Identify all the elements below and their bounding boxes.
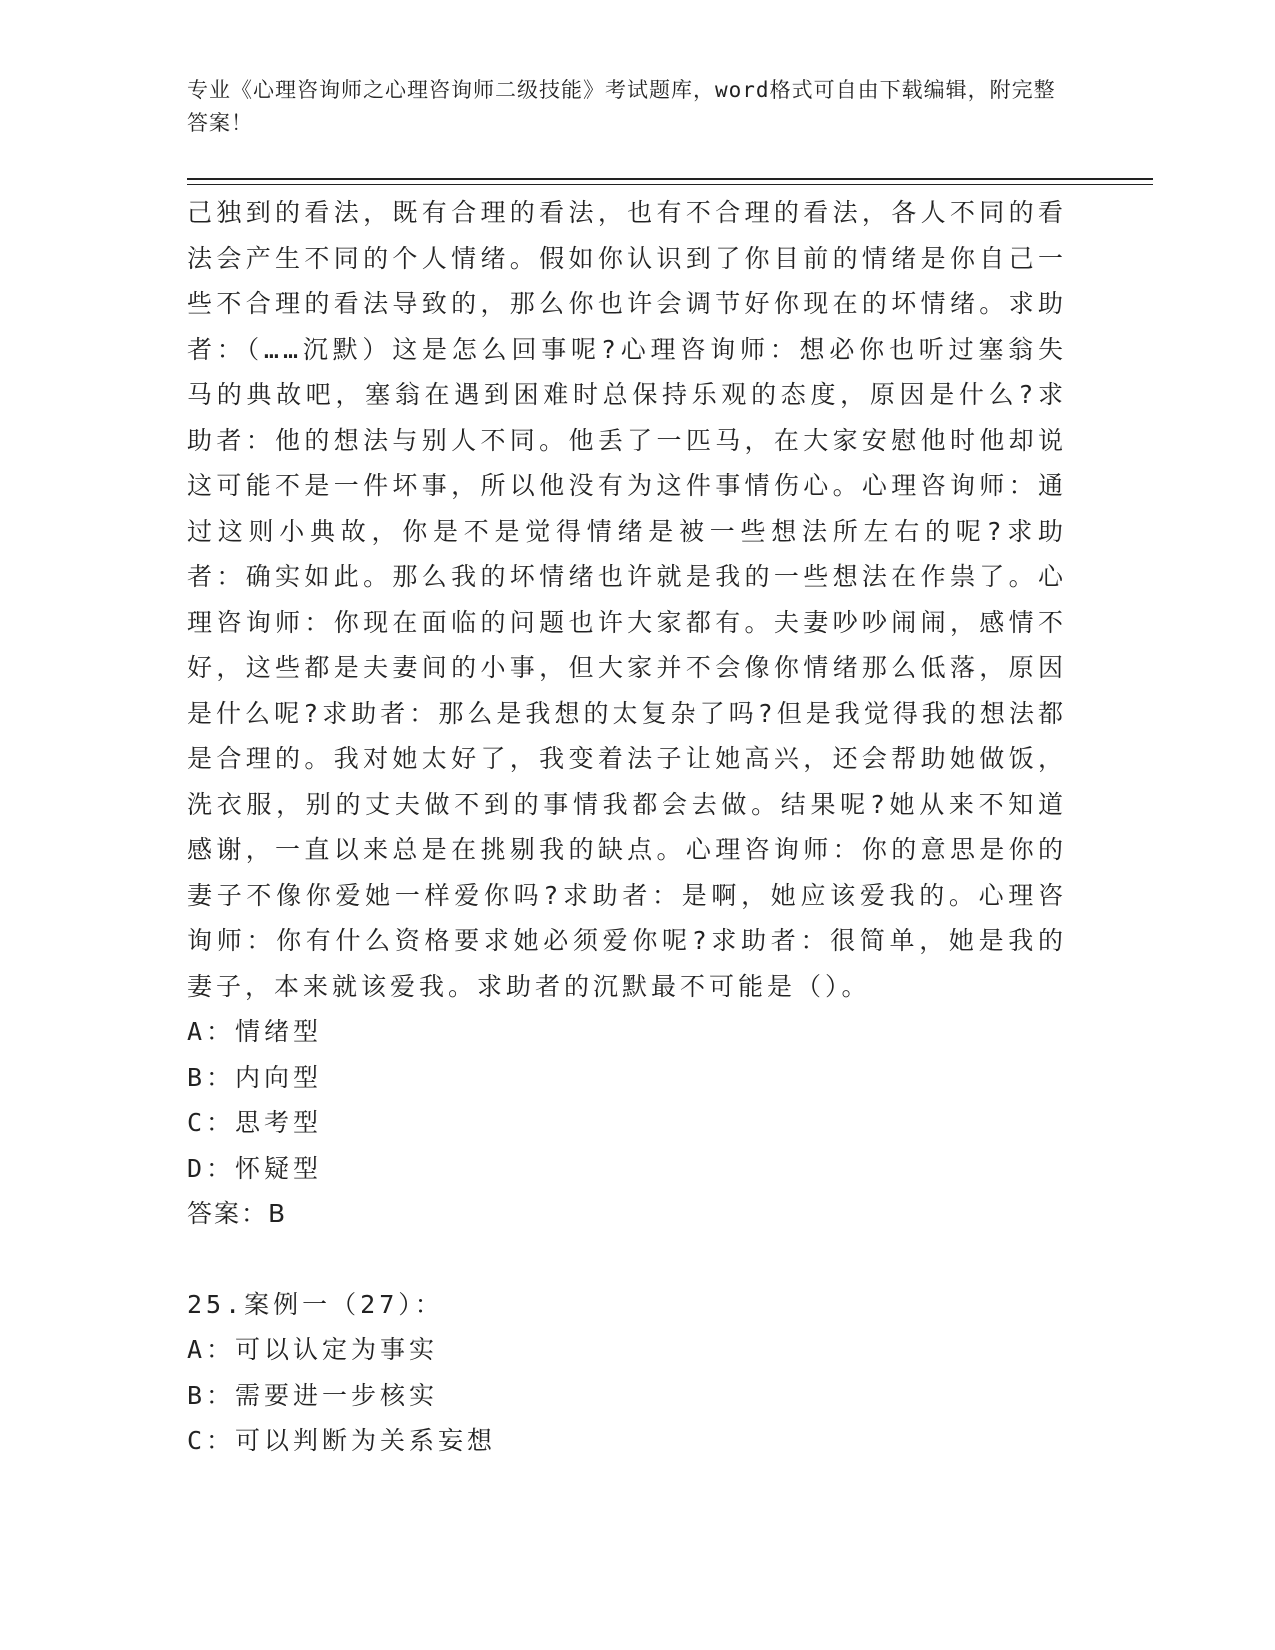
- question-25-option-a: A：可以认定为事实: [187, 1335, 439, 1364]
- question-24-option-b: B：内向型: [187, 1062, 323, 1092]
- question-spacer: [187, 1237, 1067, 1282]
- question-24-answer: 答案：B: [187, 1199, 288, 1228]
- question-25-option-c: C：可以判断为关系妄想: [187, 1426, 497, 1455]
- question-24-option-d: D：怀疑型: [187, 1153, 323, 1183]
- document-body: [187, 190, 1067, 1464]
- document-header: 专业《心理咨询师之心理咨询师二级技能》考试题库，word格式可自由下载编辑，附完整答案！: [187, 78, 1056, 135]
- question-24-option-a: A：情绪型: [187, 1017, 323, 1046]
- question-24-option-c: C：思考型: [187, 1108, 323, 1137]
- question-25-stem: 25.案例一（27）：: [187, 1289, 444, 1319]
- question-25-option-b: B：需要进一步核实: [187, 1380, 439, 1410]
- question-24-stem: 己独到的看法，既有合理的看法，也有不合理的看法，各人不同的看法会产生不同的个人情绪。假如你认识到了你目前的情绪是你自己一些不合理的看法导致的，那么你也许会调节好你现在的坏情绪。求助者：（……沉默）这是怎么回事呢?心理咨询师：想必你也听过塞翁失马的典故吧，塞翁在遇到困难时总保持乐观的态度，原因是什么?求助者：他的想法与别人不同。他丢了一匹马，在大家安慰他时他却说这可能不是一件坏事，所以他没有为这件事情伤心。心理咨询师：通过这则小典故，你是不是觉得情绪是被一些想法所左右的呢?求助者：确实如此。那么我的坏情绪也许就是我的一些想法在作祟了。心理咨询师：你现在面临的问题也许大家都有。夫妻吵吵闹闹，感情不好，这些都是夫妻间的小事，但大家并不会像你情绪那么低落，原因是什么呢?求助者：那么是我想的太复杂了吗?但是我觉得我的想法都是合理的。我对她太好了，我变着法子让她高兴，还会帮助她做饭，洗衣服，别的丈夫做不到的事情我都会去做。结果呢?她从来不知道感谢，一直以来总是在挑剔我的缺点。心理咨询师：你的意思是你的妻子不像你爱她一样爱你吗?求助者：是啊，她应该爱我的。心理咨询师：你有什么资格要求她必须爱你呢?求助者：很简单，她是我的妻子，本来就该爱我。求助者的沉默最不可能是（）。: [187, 198, 1067, 1001]
- header-divider-thick: [187, 178, 1153, 180]
- header-divider-thin: [187, 184, 1153, 185]
